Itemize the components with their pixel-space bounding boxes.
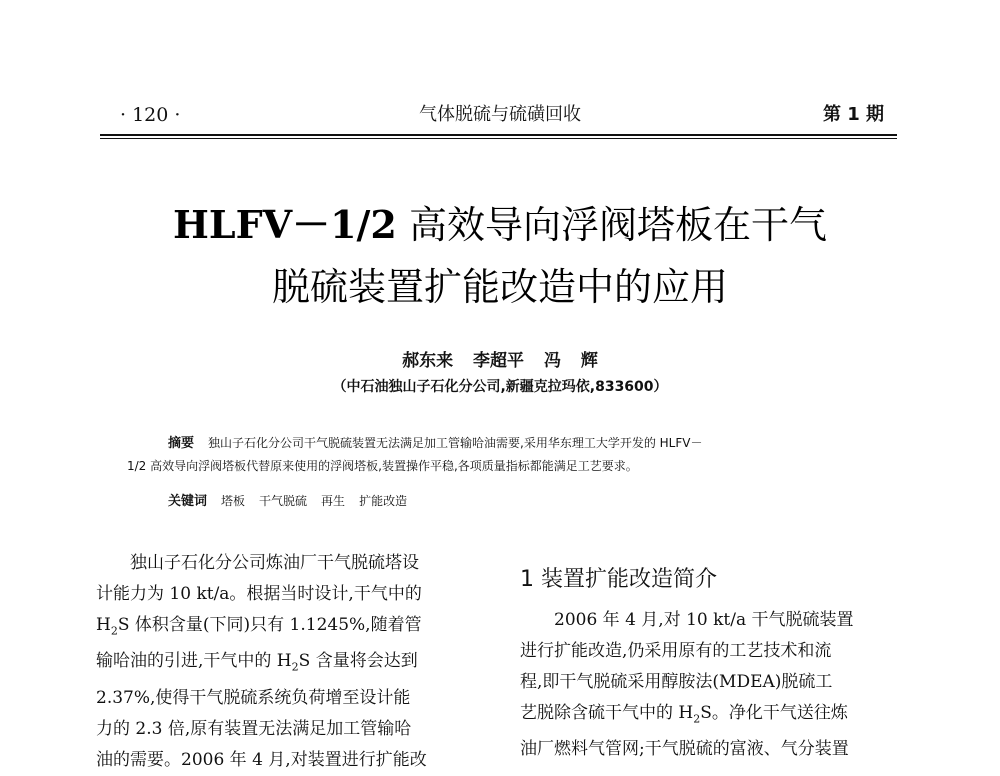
subscript: 2: [693, 712, 701, 726]
authors: 郝东来 李超平 冯 辉: [402, 351, 598, 371]
text-line: 进行扩能改造,仍采用原有的工艺技术和流: [520, 641, 832, 661]
title-line-2: 脱硫装置扩能改造中的应用: [271, 265, 728, 309]
subscript: 2: [110, 624, 118, 638]
text-line: 油厂燃料气管网;干气脱硫的富液、气分装置: [520, 739, 849, 760]
text-line: 独山子石化分公司炼油厂干气脱硫塔设: [130, 553, 419, 573]
left-paragraph: [96, 548, 484, 776]
text-line: 计能力为 10 kt/a。根据当时设计,干气中的: [96, 584, 422, 604]
header-rule-thick: [100, 134, 897, 136]
keywords: [168, 492, 768, 511]
journal-name: 气体脱硫与硫磺回收: [419, 104, 581, 125]
text-line: S。净化干气送往炼: [700, 703, 848, 723]
keyword: 再生: [321, 494, 346, 508]
text-line: 输哈油的引进,干气中的 H: [96, 651, 292, 672]
text-line: 艺脱除含硫干气中的 H: [520, 703, 694, 723]
abstract-line-1: [168, 434, 898, 453]
keyword: 干气脱硫: [259, 494, 308, 508]
text-line: S 含量将会达到: [298, 651, 418, 672]
text-line: 油的需要。2006 年 4 月,对装置进行扩能改: [96, 749, 427, 770]
right-paragraph: [520, 605, 905, 765]
text-line: H: [96, 615, 111, 635]
text-line: 力的 2.3 倍,原有装置无法满足加工管输哈: [96, 718, 412, 739]
page-number: · 120 ·: [120, 104, 181, 126]
section-heading: 1 装置扩能改造简介: [520, 567, 717, 592]
title-cn: 高效导向浮阀塔板在干气: [396, 203, 827, 247]
text-line: 2.37%,使得干气脱硫系统负荷增至设计能: [96, 687, 411, 708]
issue-number: 第 1 期: [822, 104, 884, 125]
title-line-1: [0, 200, 1000, 250]
text-line: 2006 年 4 月,对 10 kt/a 干气脱硫装置: [554, 610, 854, 630]
keyword: 塔板: [221, 494, 246, 508]
text-line: 程,即干气脱硫采用醇胺法(MDEA)脱硫工: [520, 672, 833, 692]
right-column: [520, 605, 905, 765]
keyword: 扩能改造: [359, 494, 408, 508]
header-rule-thin: [100, 138, 897, 139]
affiliation: （中石油独山子石化分公司,新疆克拉玛依,833600）: [332, 379, 668, 395]
abstract-text-1: 独山子石化分公司干气脱硫装置无法满足加工管输哈油需要,采用华东理工大学开发的 HLFV－: [208, 436, 703, 450]
keywords-label: 关键词: [168, 494, 208, 509]
subscript: 2: [291, 660, 299, 674]
left-column: [96, 548, 484, 776]
title-latin: HLFV－1/2: [173, 202, 397, 247]
abstract-line-2: 1/2 高效导向浮阀塔板代替原来使用的浮阀塔板,装置操作平稳,各项质量指标都能满足工艺要求。: [127, 459, 638, 473]
abstract-label: 摘要: [168, 436, 195, 451]
text-line: S 体积含量(下同)只有 1.1245%,随着管: [117, 615, 422, 635]
